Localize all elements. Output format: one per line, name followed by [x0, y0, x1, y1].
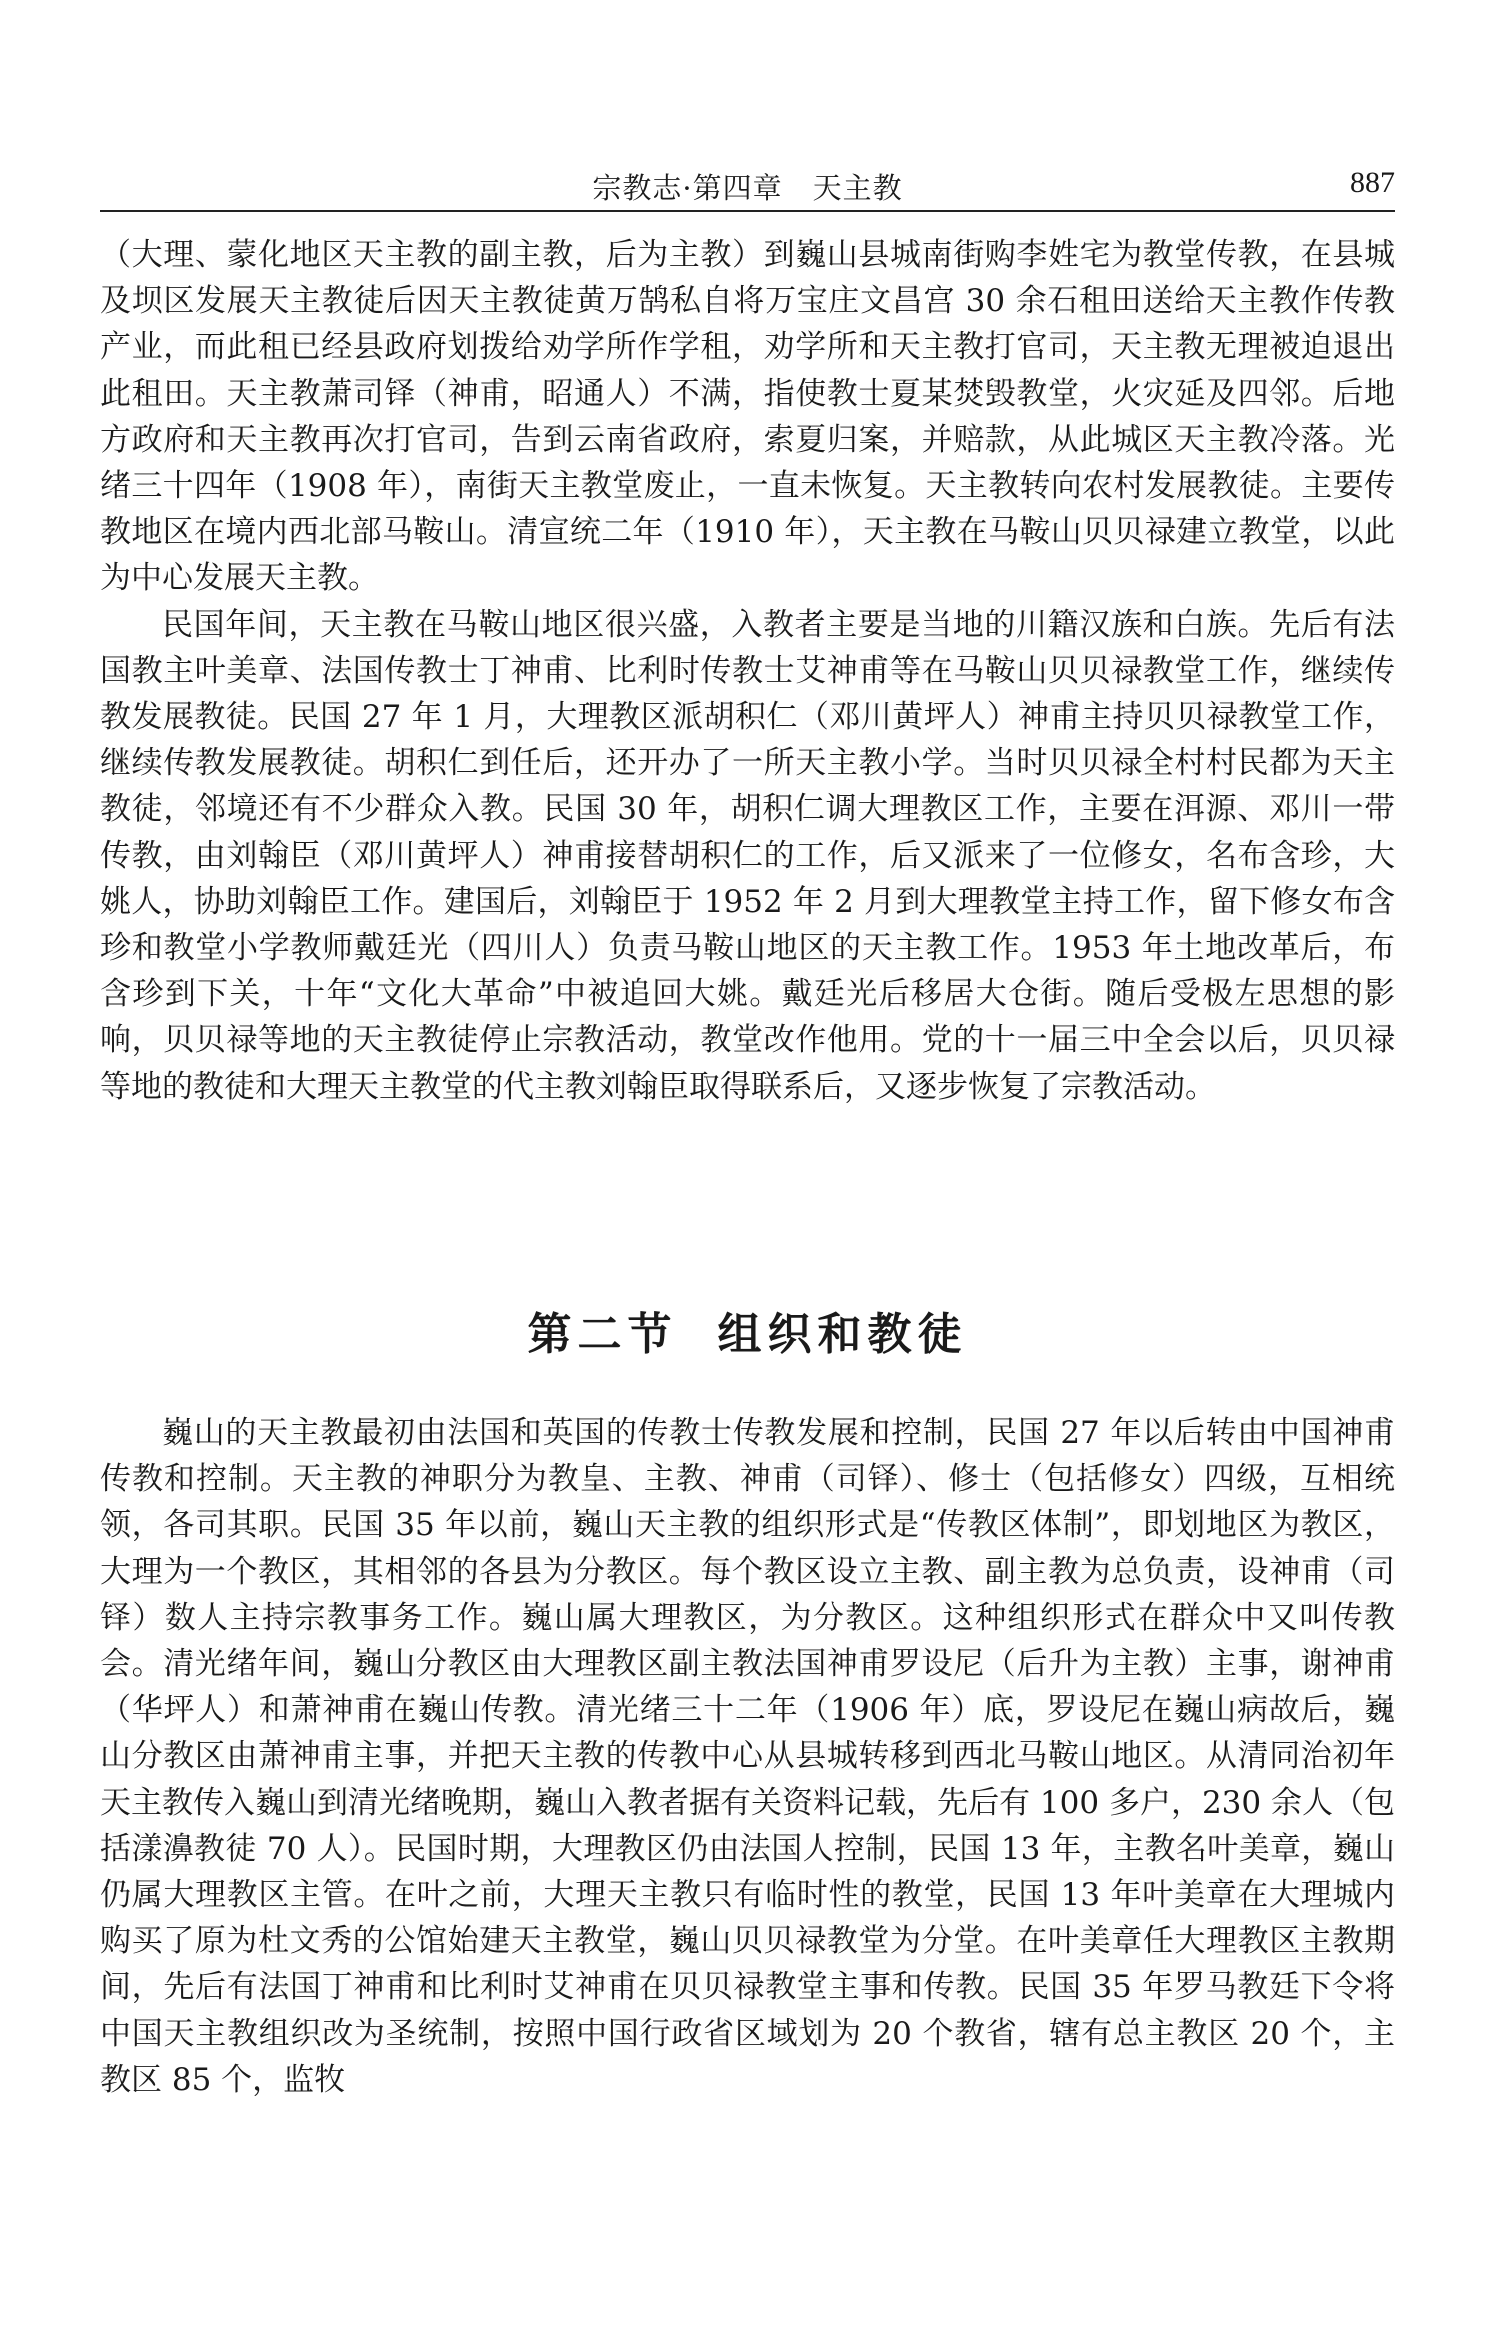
section-heading: [100, 1298, 1395, 1362]
header-title: 宗教志·第四章 天主教: [592, 171, 903, 205]
header-rule: [100, 210, 1395, 212]
paragraph-3: 巍山的天主教最初由法国和英国的传教士传教发展和控制，民国 27 年以后转由中国神甫传教和控制。天主教的神职分为教皇、主教、神甫（司铎）、修士（包括修女）四级，互相统领，各司其职。民国 35 年以前，巍山天主教的组织形式是“传教区体制”，即划地区为教区，大理为一个教区，其相邻的各县为分教区。每个教区设立主教、副主教为总负责，设神甫（司铎）数人主持宗教事务工作。巍山属大理教区，为分教区。这种组织形式在群众中又叫传教会。清光绪年间，巍山分教区由大理教区副主教法国神甫罗设尼（后升为主教）主事，谢神甫（华坪人）和萧神甫在巍山传教。清光绪三十二年（1906 年）底，罗设尼在巍山病故后，巍山分教区由萧神甫主事，并把天主教的传教中心从县城转移到西北马鞍山地区。从清同治初年天主教传入巍山到清光绪晚期，巍山入教者据有关资料记载，先后有 100 多户，230 余人（包括漾濞教徒 70 人）。民国时期，大理教区仍由法国人控制，民国 13 年，主教名叶美章，巍山仍属大理教区主管。在叶之前，大理天主教只有临时性的教堂，民国 13 年叶美章在大理城内购买了原为杜文秀的公馆始建天主教堂，巍山贝贝禄教堂为分堂。在叶美章任大理教区主教期间，先后有法国丁神甫和比利时艾神甫在贝贝禄教堂主事和传教。民国 35 年罗马教廷下令将中国天主教组织改为圣统制，按照中国行政省区域划为 20 个教省，辖有总主教区 20 个，主教区 85 个，监牧: [100, 1415, 1395, 2098]
paragraph-2: 民国年间，天主教在马鞍山地区很兴盛，入教者主要是当地的川籍汉族和白族。先后有法国教主叶美章、法国传教士丁神甫、比利时传教士艾神甫等在马鞍山贝贝禄教堂工作，继续传教发展教徒。民国 27 年 1 月，大理教区派胡积仁（邓川黄坪人）神甫主持贝贝禄教堂工作，继续传教发展教徒。胡积仁到任后，还开办了一所天主教小学。当时贝贝禄全村村民都为天主教徒，邻境还有不少群众入教。民国 30 年，胡积仁调大理教区工作，主要在洱源、邓川一带传教，由刘翰臣（邓川黄坪人）神甫接替胡积仁的工作，后又派来了一位修女，名布含珍，大姚人，协助刘翰臣工作。建国后，刘翰臣于 1952 年 2 月到大理教堂主持工作，留下修女布含珍和教堂小学教师戴廷光（四川人）负责马鞍山地区的天主教工作。1953 年土地改革后，布含珍到下关，十年“文化大革命”中被追回大姚。戴廷光后移居大仓街。随后受极左思想的影响，贝贝禄等地的天主教徒停止宗教活动，教堂改作他用。党的十一届三中全会以后，贝贝禄等地的教徒和大理天主教堂的代主教刘翰臣取得联系后，又逐步恢复了宗教活动。: [100, 606, 1395, 1105]
page-number: 887: [1350, 166, 1395, 199]
text-block-lower: [100, 1410, 1395, 2103]
paragraph-1: （大理、蒙化地区天主教的副主教，后为主教）到巍山县城南街购李姓宅为教堂传教，在县城及坝区发展天主教徒后因天主教徒黄万鹄私自将万宝庄文昌宫 30 余石租田送给天主教作传教产业，而此租已经县政府划拨给劝学所作学租，劝学所和天主教打官司，天主教无理被迫退出此租田。天主教萧司铎（神甫，昭通人）不满，指使教士夏某焚毁教堂，火灾延及四邻。后地方政府和天主教再次打官司，告到云南省政府，索夏归案，并赔款，从此城区天主教冷落。光绪三十四年（1908 年），南街天主教堂废止，一直未恢复。天主教转向农村发展教徒。主要传教地区在境内西北部马鞍山。清宣统二年（1910 年），天主教在马鞍山贝贝禄建立教堂，以此为中心发展天主教。: [100, 237, 1395, 597]
running-header: [100, 160, 1395, 210]
text-block-upper: [100, 232, 1395, 1110]
section-title: 组织和教徒: [717, 1309, 968, 1360]
section-number: 第二节: [527, 1309, 678, 1360]
